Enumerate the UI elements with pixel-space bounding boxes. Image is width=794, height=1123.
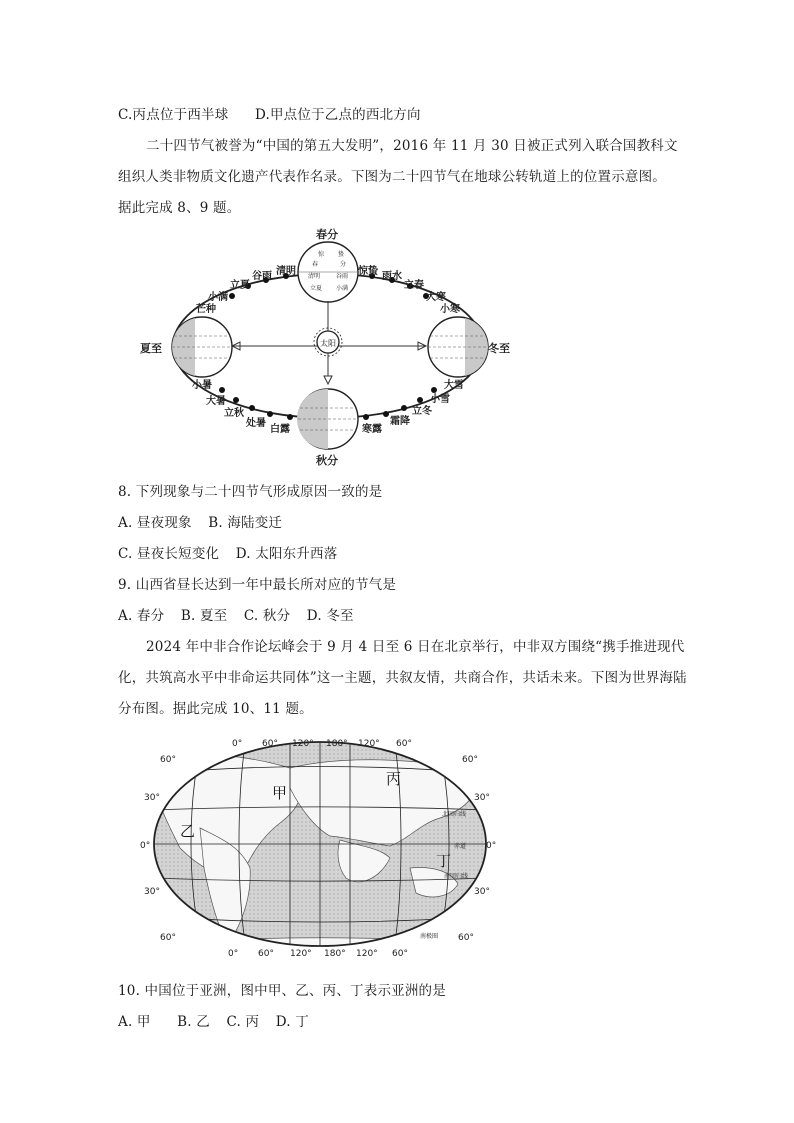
bottom-lon-1: 60° <box>258 949 274 959</box>
term-liqiu: 立秋 <box>224 408 244 419</box>
globe-text-7: 小满 <box>336 285 349 292</box>
label-equator: 赤道 <box>454 843 467 850</box>
term-dahan: 大寒 <box>426 292 446 303</box>
lat-left-0: 60° <box>160 755 176 765</box>
q9-option-a: A. 春分 <box>118 608 165 624</box>
top-lon-4: 120° <box>358 739 380 749</box>
q8-option-c: C. 昼夜长短变化 <box>118 546 220 562</box>
q7-options-row <box>118 103 421 123</box>
q10-stem: 10. 中国位于亚洲，图中甲、乙、丙、丁表示亚洲的是 <box>118 983 446 999</box>
term-bailu: 白露 <box>270 424 290 435</box>
term-mangzhong: 芒种 <box>196 304 216 315</box>
term-hanlu: 寒露 <box>362 424 382 435</box>
globe-text-0: 惊 <box>318 251 325 258</box>
label-bing: 丙 <box>386 770 402 788</box>
q10-option-a: A. 甲 <box>118 1014 151 1030</box>
bottom-lon-3: 180° <box>324 949 346 959</box>
lat-right-1: 30° <box>474 793 490 803</box>
q10-option-d: D. 丁 <box>275 1014 309 1030</box>
label-qiufen: 秋分 <box>316 454 338 467</box>
label-chunfen: 春分 <box>316 228 338 241</box>
lat-left-4: 60° <box>160 933 176 943</box>
q9-option-c: C. 秋分 <box>243 608 291 624</box>
sun-label: 太阳 <box>320 339 336 348</box>
lat-right-2: 0° <box>486 841 497 851</box>
q9-options <box>118 604 354 624</box>
globe-text-1: 蛰 <box>338 251 345 258</box>
q9-option-d: D. 冬至 <box>306 608 354 624</box>
label-ding: 丁 <box>436 852 452 870</box>
q8-stem: 8. 下列现象与二十四节气形成原因一致的是 <box>118 484 383 500</box>
q8-option-d: D. 太阳东升西落 <box>235 546 338 562</box>
label-tropic-n: 北回归线 <box>442 811 467 818</box>
q7-option-c: C.丙点位于西半球 <box>118 107 229 123</box>
bottom-lon-2: 120° <box>290 949 312 959</box>
term-qingming: 清明 <box>276 266 296 277</box>
lat-left-1: 30° <box>144 793 160 803</box>
intro2-line2: 化，共筑高水平中非命运共同体”这一主题，共叙友情，共商合作，共话未来。下图为世界海陆 <box>118 670 687 686</box>
q10-option-c: C. 丙 <box>226 1014 260 1030</box>
term-jingzhe: 惊蛰 <box>358 266 378 277</box>
label-tropic-s: 南回归线 <box>444 873 469 880</box>
q8-options-cd <box>118 542 337 562</box>
q7-option-d: D.甲点位于乙点的西北方向 <box>254 107 421 123</box>
q10-option-b: B. 乙 <box>177 1014 210 1030</box>
lat-left-3: 30° <box>144 887 160 897</box>
term-xiaoshu: 小暑 <box>192 380 212 391</box>
lat-right-0: 60° <box>462 755 478 765</box>
term-lidong: 立冬 <box>412 406 432 417</box>
term-lixia: 立夏 <box>230 280 250 291</box>
label-antarctic: 南极圈 <box>420 933 439 940</box>
q9-option-b: B. 夏至 <box>180 608 228 624</box>
globe-text-2: 春 <box>312 261 319 268</box>
term-daxue: 大雪 <box>444 380 464 391</box>
globe-text-4: 清明 <box>308 273 321 280</box>
term-xiaohan: 小寒 <box>440 304 460 315</box>
term-dashu: 大暑 <box>206 396 226 407</box>
term-shuangjiang: 霜降 <box>390 416 410 427</box>
top-lon-3: 180° <box>326 739 348 749</box>
intro1-line2: 组织人类非物质文化遗产代表作名录。下图为二十四节气在地球公转轨道上的位置示意图。 <box>118 169 666 185</box>
solar-terms-orbit-figure <box>140 226 510 470</box>
top-lon-5: 60° <box>396 739 412 749</box>
label-yi: 乙 <box>180 822 196 840</box>
bottom-lon-5: 60° <box>392 949 408 959</box>
bottom-lon-0: 0° <box>228 949 239 959</box>
globe-xiazhi <box>172 317 232 377</box>
label-jia: 甲 <box>272 784 288 802</box>
q10-options <box>118 1010 309 1030</box>
q8-options-ab <box>118 511 282 531</box>
globe-qiufen <box>297 389 358 449</box>
lat-right-4: 60° <box>458 933 474 943</box>
top-lon-2: 120° <box>292 739 314 749</box>
intro1-line1: 二十四节气被誉为“中国的第五大发明”，2016 年 11 月 30 日被正式列入联合国教科文 <box>146 138 678 154</box>
globe-dongzhi <box>428 317 488 377</box>
q8-option-a: A. 昼夜现象 <box>118 515 192 531</box>
globe-chunfen <box>298 242 358 302</box>
label-xiazhi: 夏至 <box>140 342 162 355</box>
term-xiaoxue: 小雪 <box>430 394 450 405</box>
intro2-line1: 2024 年中非合作论坛峰会于 9 月 4 日至 6 日在北京举行，中非双方围绕“携手推进现代 <box>146 639 685 655</box>
term-lichun: 立春 <box>404 280 424 291</box>
q8-option-b: B. 海陆变迁 <box>208 515 283 531</box>
world-map-figure <box>140 728 500 964</box>
term-xiaoman: 小满 <box>208 292 228 303</box>
intro2-line3: 分布图。据此完成 10、11 题。 <box>118 701 313 717</box>
term-guyu: 谷雨 <box>252 271 272 282</box>
globe-text-6: 立夏 <box>310 285 323 292</box>
label-dongzhi: 冬至 <box>488 342 510 355</box>
globe-text-3: 分 <box>340 261 347 268</box>
lat-right-3: 30° <box>474 887 490 897</box>
globe-text-5: 谷雨 <box>336 273 349 280</box>
intro1-line3: 据此完成 8、9 题。 <box>118 200 241 216</box>
lat-left-2: 0° <box>140 841 151 851</box>
bottom-lon-4: 120° <box>356 949 378 959</box>
term-chushu: 处暑 <box>246 418 266 429</box>
term-yushui: 雨水 <box>382 271 402 282</box>
top-lon-0: 0° <box>232 739 243 749</box>
top-lon-1: 60° <box>262 739 278 749</box>
q9-stem: 9. 山西省昼长达到一年中最长所对应的节气是 <box>118 577 397 593</box>
